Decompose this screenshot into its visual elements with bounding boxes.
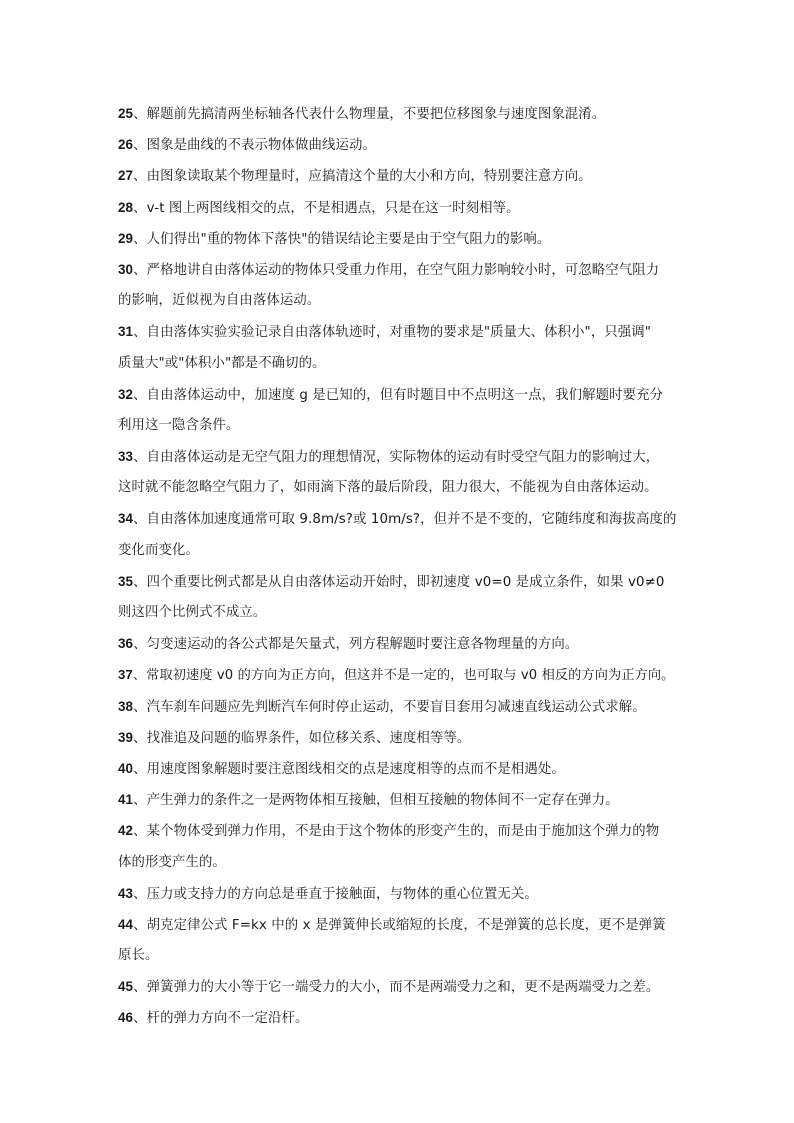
item-text: 、找准追及问题的临界条件，如位移关系、速度相等等。 [133, 730, 471, 746]
item-45-line-1 [118, 971, 678, 1002]
item-46-line-1 [118, 1002, 678, 1033]
item-number: 35 [118, 573, 134, 589]
item-text: 、匀变速运动的各公式都是矢量式，列方程解题时要注意各物理量的方向。 [133, 637, 579, 653]
item-43-line-1 [118, 878, 678, 909]
item-number: 25 [118, 106, 134, 121]
item-text: 、由图象读取某个物理量时，应搞清这个量的大小和方向，特别要注意方向。 [133, 169, 592, 185]
item-text: 、汽车刹车问题应先判断汽车何时停止运动，不要盲目套用匀减速直线运动公式求解。 [133, 699, 646, 715]
item-number: 34 [118, 511, 134, 527]
item-number: 31 [118, 324, 134, 340]
item-32-line-2 [118, 410, 678, 441]
item-number: 38 [118, 698, 134, 714]
item-25-line-1 [118, 98, 678, 129]
item-36-line-1 [118, 628, 678, 659]
item-number: 36 [118, 636, 134, 652]
item-number: 37 [118, 667, 133, 683]
item-text: 、v-t 图上两图线相交的点，不是相遇点，只是在这一时刻相等。 [133, 200, 520, 216]
item-text: 、图象是曲线的不表示物体做曲线运动。 [133, 138, 376, 154]
item-26-line-1 [118, 129, 678, 160]
item-text: 、胡克定律公式 F=kx 中的 x 是弹簧伸长或缩短的长度，不是弹簧的总长度，更不是弹簧 [133, 917, 666, 933]
item-text-continued: 这时就不能忽略空气阻力了，如雨滴下落的最后阶段，阻力很大，不能视为自由落体运动。 [118, 480, 658, 496]
item-number: 43 [118, 885, 134, 901]
item-number: 41 [118, 792, 134, 808]
item-text: 、产生弹力的条件之一是两物体相互接触，但相互接触的物体间不一定存在弹力。 [133, 793, 619, 809]
item-number: 44 [118, 916, 134, 932]
item-text: 、四个重要比例式都是从自由落体运动开始时，即初速度 v0=0 是成立条件，如果 v0≠0 [133, 574, 665, 590]
item-number: 29 [118, 230, 134, 246]
item-28-line-1 [118, 192, 678, 223]
item-text: 、常取初速度 v0 的方向为正方向，但这并不是一定的，也可取与 v0 相反的方向为正方向。 [132, 668, 675, 684]
item-number: 45 [118, 979, 134, 995]
item-text-continued: 利用这一隐含条件。 [118, 417, 240, 433]
item-31-line-1 [118, 316, 678, 347]
item-text: 、压力或支持力的方向总是垂直于接触面，与物体的重心位置无关。 [133, 886, 538, 902]
item-number: 40 [118, 760, 134, 776]
item-29-line-1 [118, 223, 678, 254]
item-44-line-2 [118, 940, 678, 971]
item-42-line-1 [118, 815, 678, 846]
item-number: 32 [118, 386, 134, 402]
item-42-line-2 [118, 847, 678, 878]
item-33-line-1 [118, 441, 678, 472]
item-number: 28 [118, 199, 134, 215]
item-32-line-1 [118, 379, 678, 410]
item-number: 30 [118, 261, 134, 277]
item-text: 、杆的弹力方向不一定沿杆。 [133, 1011, 309, 1027]
item-text: 、自由落体加速度通常可取 9.8m/s?或 10m/s?，但并不是不变的，它随纬度和海拔高度的 [133, 512, 677, 528]
item-41-line-1 [118, 784, 678, 815]
item-text: 、某个物体受到弹力作用，不是由于这个物体的形变产生的，而是由于施加这个弹力的物 [133, 824, 660, 840]
item-number: 46 [118, 1010, 134, 1026]
item-30-line-2 [118, 285, 678, 316]
item-text: 、严格地讲自由落体运动的物体只受重力作用，在空气阻力影响较小时，可忽略空气阻力 [133, 262, 660, 278]
item-30-line-1 [118, 254, 678, 285]
item-number: 42 [118, 823, 134, 839]
item-33-line-2 [118, 472, 678, 503]
item-text-continued: 的影响，近似视为自由落体运动。 [118, 293, 321, 309]
item-text: 、弹簧弹力的大小等于它一端受力的大小，而不是两端受力之和，更不是两端受力之差。 [133, 980, 660, 996]
item-31-line-2 [118, 348, 678, 379]
item-35-line-1 [118, 566, 678, 597]
item-text: 、解题前先搞清两坐标轴各代表什么物理量，不要把位移图象与速度图象混淆。 [133, 107, 606, 122]
item-37-line-1 [118, 659, 678, 690]
item-text-continued: 变化而变化。 [118, 542, 199, 558]
item-number: 39 [118, 729, 134, 745]
item-number: 33 [118, 449, 134, 465]
item-number: 27 [118, 168, 134, 184]
item-39-line-1 [118, 722, 678, 753]
item-number: 26 [118, 137, 134, 153]
item-38-line-1 [118, 691, 678, 722]
item-35-line-2 [118, 597, 678, 628]
item-text: 、自由落体运动中，加速度 g 是已知的，但有时题目中不点明这一点，我们解题时要充分 [133, 387, 664, 403]
document-body [118, 98, 678, 1034]
item-text-continued: 则这四个比例式不成立。 [118, 605, 267, 620]
item-34-line-2 [118, 535, 678, 566]
item-text: 、用速度图象解题时要注意图线相交的点是速度相等的点而不是相遇处。 [133, 761, 565, 777]
item-text-continued: 体的形变产生的。 [118, 854, 226, 870]
item-text: 、自由落体运动是无空气阻力的理想情况，实际物体的运动有时受空气阻力的影响过大， [133, 450, 660, 466]
item-text: 、人们得出"重的物体下落快"的错误结论主要是由于空气阻力的影响。 [133, 231, 551, 247]
item-27-line-1 [118, 160, 678, 191]
item-40-line-1 [118, 753, 678, 784]
item-44-line-1 [118, 909, 678, 940]
item-text-continued: 质量大"或"体积小"都是不确切的。 [118, 355, 326, 371]
item-34-line-1 [118, 503, 678, 534]
item-text-continued: 原长。 [118, 948, 159, 964]
item-text: 、自由落体实验实验记录自由落体轨迹时，对重物的要求是"质量大、体积小"，只强调" [133, 325, 652, 341]
